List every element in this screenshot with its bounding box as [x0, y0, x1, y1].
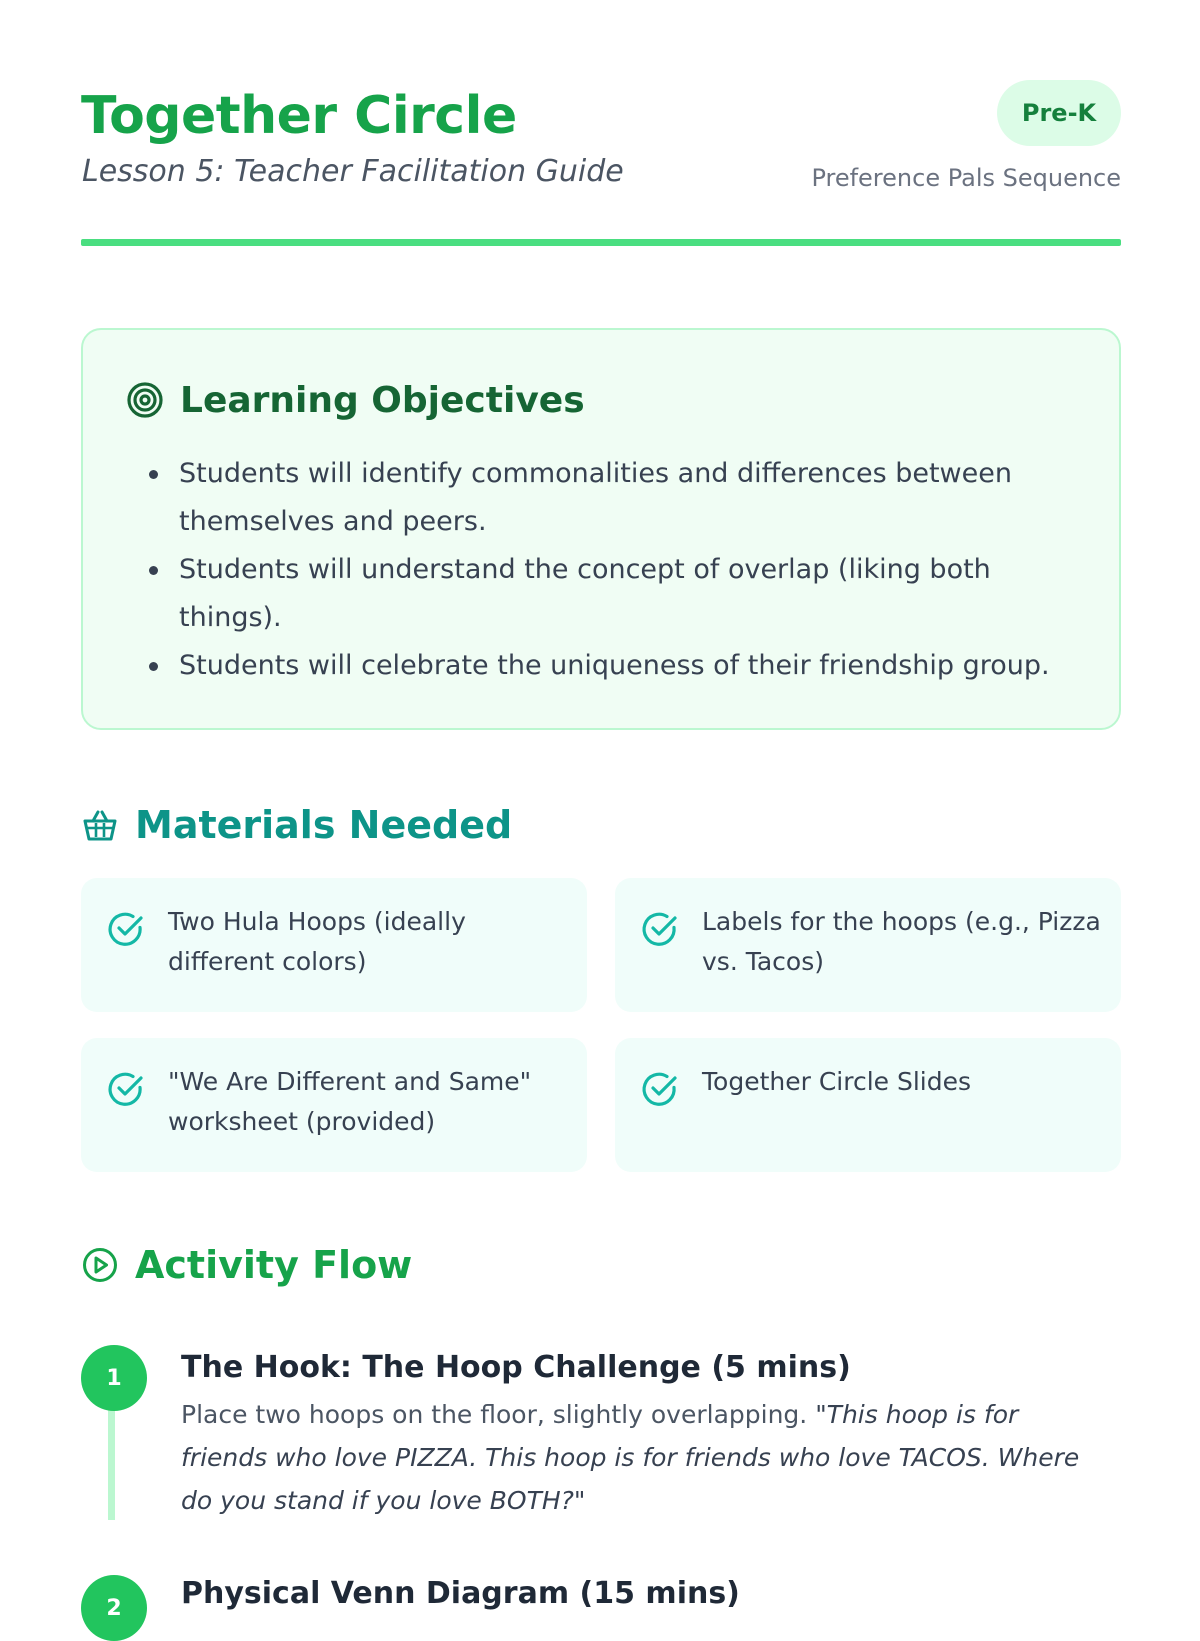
page-title: Together Circle: [81, 86, 517, 146]
material-text: Two Hula Hoops (ideally different colors): [168, 907, 466, 976]
objective-item: Students will celebrate the uniqueness of their friendship group.: [83, 642, 1083, 690]
material-card: [81, 1038, 587, 1172]
material-text: Together Circle Slides: [702, 1067, 972, 1096]
header-divider: [81, 239, 1121, 246]
material-card: [615, 878, 1121, 1012]
step-quote: "This hoop is for friends who love PIZZA. This hoop is for friends who love TACOS. Where do you stand if you love BOTH?": [181, 1400, 1080, 1515]
materials-title: Materials Needed: [135, 803, 513, 847]
objective-item: Students will understand the concept of overlap (liking both things).: [83, 546, 1083, 642]
objective-item: Students will identify commonalities and differences between themselves and peers.: [83, 450, 1083, 546]
step-instruction: Place two hoops on the floor, slightly overlapping.: [181, 1400, 808, 1429]
activity-flow-heading: [81, 1240, 412, 1290]
step-title: The Hook: The Hoop Challenge (5 mins): [181, 1350, 851, 1385]
check-circle-icon: [107, 1070, 145, 1108]
check-circle-icon: [641, 1070, 679, 1108]
basket-icon: [81, 806, 119, 844]
objectives-list: [83, 450, 1083, 690]
step-title: Physical Venn Diagram (15 mins): [181, 1576, 740, 1611]
grade-badge: Pre-K: [997, 80, 1121, 146]
learning-objectives-title: Learning Objectives: [180, 379, 585, 421]
check-circle-icon: [107, 910, 145, 948]
material-card: [615, 1038, 1121, 1172]
activity-flow-title: Activity Flow: [135, 1243, 413, 1287]
material-card: [81, 878, 587, 1012]
learning-objectives-heading: [126, 376, 585, 424]
play-circle-icon: [81, 1246, 119, 1284]
page-subtitle: Lesson 5: Teacher Facilitation Guide: [82, 154, 624, 189]
page-header: [81, 80, 1121, 246]
step-number-badge: 1: [81, 1345, 147, 1411]
target-icon: [126, 381, 164, 419]
check-circle-icon: [641, 910, 679, 948]
sequence-label: Preference Pals Sequence: [811, 164, 1121, 192]
materials-heading: [81, 800, 512, 850]
material-text: "We Are Different and Same" worksheet (provided): [168, 1067, 532, 1136]
step-description: [181, 1393, 1101, 1522]
material-text: Labels for the hoops (e.g., Pizza vs. Tacos): [702, 907, 1101, 976]
learning-objectives-card: [81, 328, 1121, 730]
step-number-badge: 2: [81, 1575, 147, 1641]
